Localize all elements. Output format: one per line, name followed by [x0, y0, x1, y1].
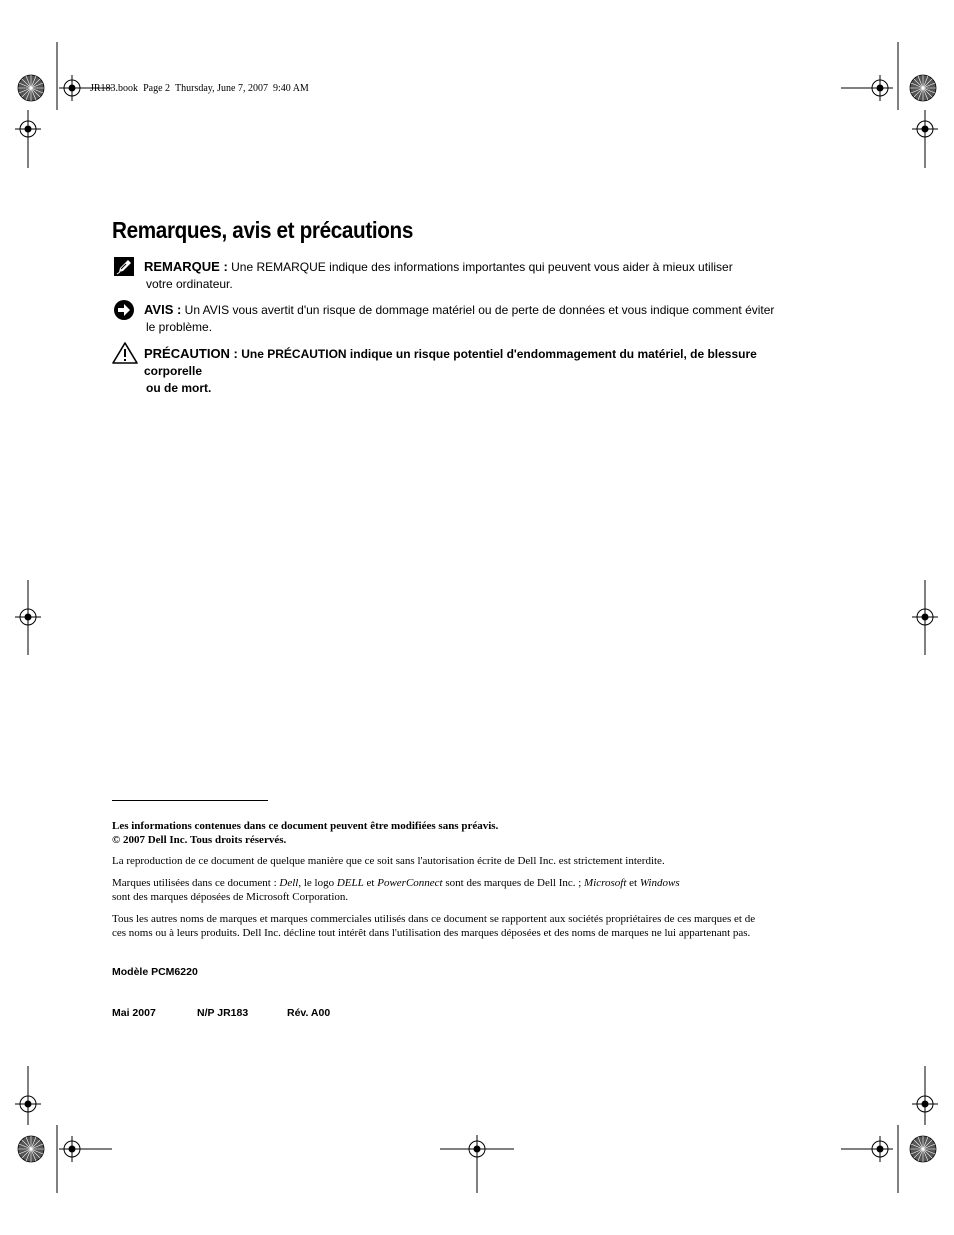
legal-info-line: Les informations contenues dans ce document peuvent être modifiées sans préavis. — [112, 820, 499, 832]
legal-other-trademarks — [112, 912, 832, 940]
legal-copyright-line: © 2007 Dell Inc. Tous droits réservés. — [112, 834, 287, 846]
caution-triangle-icon — [112, 342, 138, 364]
trademarks-sep: , le logo — [298, 877, 337, 889]
trademarks-sep: sont des marques de Dell Inc. ; — [442, 877, 585, 889]
trademarks-sep: et — [363, 877, 378, 889]
print-slug — [90, 83, 309, 94]
trademarks-intro: Marques utilisées dans ce document : — [112, 877, 280, 889]
legal-reproduction: La reproduction de ce document de quelque manière que ce soit sans l'autorisation écrite de Dell Inc. est strictement interdite. — [112, 855, 665, 867]
legal-trademarks — [112, 876, 832, 904]
trademarks-sep: et — [626, 877, 640, 889]
trademarks-line2: sont des marques déposées de Microsoft Corporation. — [112, 891, 349, 903]
notice-arrow-icon — [113, 299, 135, 321]
note-label: AVIS : — [144, 302, 182, 317]
note-precaution — [112, 345, 812, 397]
note-text-line2: le problème. — [146, 320, 213, 334]
trademark-dell-logo: DELL — [336, 877, 364, 889]
note-text-line1: Une PRÉCAUTION indique un risque potentiel d'endommagement du matériel, de blessure corporelle — [144, 347, 757, 378]
print-date: Thursday, June 7, 2007 — [175, 83, 268, 94]
footer-date: Mai 2007 — [112, 1007, 156, 1019]
legal-notice-block — [112, 819, 832, 847]
footer-revision: Rév. A00 — [287, 1007, 331, 1019]
print-time: 9:40 AM — [272, 83, 309, 94]
trademark-dell: Dell — [279, 877, 299, 889]
note-text-line2: ou de mort. — [146, 381, 212, 395]
note-remarque — [112, 258, 812, 293]
note-text-line1: Une REMARQUE indique des informations importantes qui peuvent vous aider à mieux utiliser — [231, 260, 733, 274]
page-title: Remarques, avis et précautions — [112, 217, 413, 243]
others-line2: ces noms ou à leurs produits. Dell Inc. décline tout intérêt dans l'utilisation des marques déposées et des noms de marques ne lui appartenant pas. — [112, 927, 751, 939]
note-text-line2: votre ordinateur. — [146, 277, 233, 291]
note-label: REMARQUE : — [144, 259, 228, 274]
model-number: Modèle PCM6220 — [112, 966, 198, 978]
trademark-microsoft: Microsoft — [584, 877, 627, 889]
note-label: PRÉCAUTION : — [144, 346, 238, 361]
footer-meta — [112, 1007, 330, 1019]
note-avis — [112, 301, 812, 336]
trademark-powerconnect: PowerConnect — [377, 877, 443, 889]
trademark-windows: Windows — [639, 877, 680, 889]
footnote-divider — [112, 800, 268, 801]
footer-part-number: N/P JR183 — [197, 1007, 249, 1019]
others-line1: Tous les autres noms de marques et marques commerciales utilisés dans ce document se rapportent aux sociétés propriétaires de ces marques et de — [112, 913, 756, 925]
note-text-line1: Un AVIS vous avertit d'un risque de dommage matériel ou de perte de données et vous indique comment éviter — [184, 303, 775, 317]
page-label: Page 2 — [143, 83, 171, 94]
book-file: JR183.book — [90, 83, 139, 94]
pencil-note-icon — [114, 257, 136, 277]
